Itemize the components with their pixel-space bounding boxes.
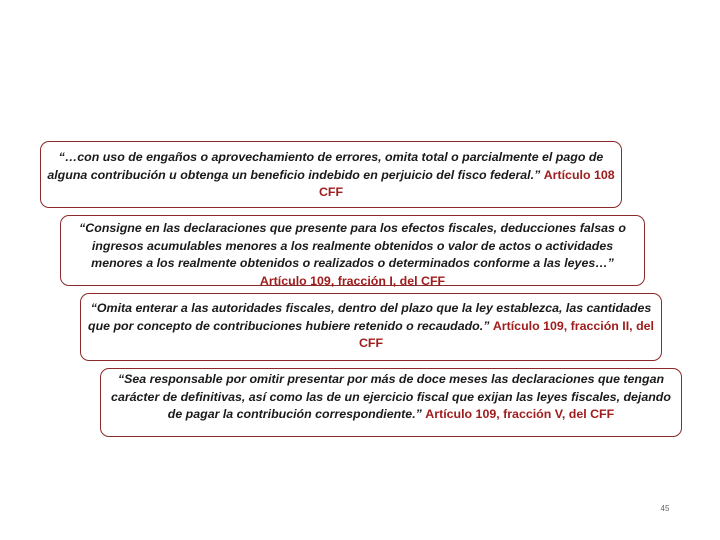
quote-text: “Sea responsable por omitir presentar por más de doce meses las declaraciones que tengan carácter de definitivas, así como las de un ejercicio fiscal que exijan las leyes fiscales, dejando de pagar la contribución correspondiente.” <box>111 372 671 421</box>
quote-citation: Artículo 109, fracción I, del CFF <box>259 273 446 288</box>
quote-box-article-109-v <box>100 368 682 437</box>
quote-citation: Artículo 109, fracción V, del CFF <box>425 407 615 421</box>
quote-box-article-109-i <box>60 215 645 286</box>
quote-citation: Artículo 109, fracción II, del CFF <box>358 318 654 350</box>
quote-box-article-109-ii <box>80 293 662 361</box>
page-number: 45 <box>660 504 670 513</box>
quote-text: “Consigne en las declaraciones que presente para los efectos fiscales, deducciones falsas o ingresos acumulables menores a los realmente obtenidos o valor de actos o actividades menores a los realmente obtenidos o realizados o determinados conforme a las leyes…” <box>79 221 626 270</box>
quote-box-article-108 <box>40 141 622 208</box>
quote-citation: Artículo 108 CFF <box>318 167 615 199</box>
quote-text: “Omita enterar a las autoridades fiscales, dentro del plazo que la ley establezca, las cantidades que por concepto de contribuciones hubiere retenido o recaudado.” <box>88 301 652 333</box>
quote-text: “…con uso de engaños o aprovechamiento de errores, omita total o parcialmente el pago de alguna contribución u obtenga un beneficio indebido en perjuicio del fisco federal.” <box>47 150 604 182</box>
